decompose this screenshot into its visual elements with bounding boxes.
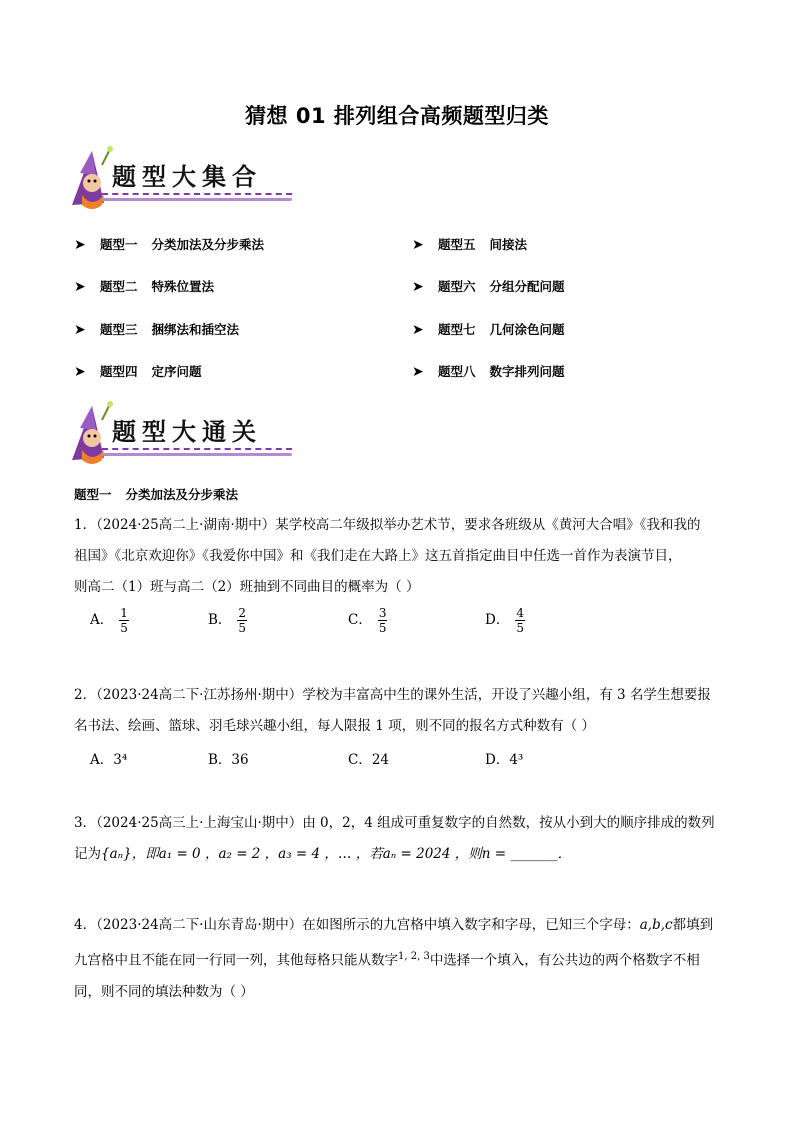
section-heading — [74, 485, 238, 503]
section-banner-collection — [62, 143, 302, 213]
question-text-line — [74, 941, 724, 977]
toc-item-number: 题型六 — [438, 279, 476, 294]
wizard-mascot-icon — [62, 143, 114, 213]
banner-underline — [102, 198, 292, 201]
section-number: 题型一 — [74, 487, 112, 502]
question-text-line: 2．（2023·24高二下·江苏扬州·期中）学校为丰富高中生的课外生活，开设了兴趣小组，有 3 名学生想要报 — [74, 687, 711, 703]
option-value: 36 — [231, 752, 249, 768]
question-3 — [74, 808, 724, 870]
option-label: D． — [485, 752, 510, 768]
option-b[interactable] — [208, 748, 249, 768]
math-digits: 1, 2, 3 — [398, 951, 430, 962]
option-label: B． — [208, 752, 232, 768]
toc-item-label: 定序问题 — [151, 364, 202, 379]
option-a[interactable] — [90, 606, 129, 635]
toc-item-number: 题型八 — [438, 364, 476, 379]
question-text-line: 名书法、绘画、篮球、羽毛球兴趣小组，每人限报 1 项，则不同的报名方式种数有（ ） — [74, 718, 595, 734]
text-segment: 九宫格中且不能在同一行同一列，其他每格只能从数字 — [74, 952, 398, 969]
toc-item-label: 特殊位置法 — [151, 279, 215, 294]
option-a[interactable] — [90, 748, 127, 768]
option-c[interactable] — [348, 606, 387, 635]
question-text-line: 3．（2024·25高三上·上海宝山·期中）由 0，2，4 组成可重复数字的自然数，按从小到大的顺序排成的数列 — [74, 815, 715, 831]
banner-title: 题型大集合 — [112, 162, 262, 191]
fraction — [119, 606, 129, 635]
fraction — [515, 606, 525, 635]
toc-item-label: 分组分配问题 — [489, 279, 565, 294]
option-value: 24 — [371, 752, 390, 768]
toc-item-4[interactable] — [74, 362, 202, 380]
question-text-line: 同，则不同的填法种数为（ ） — [74, 983, 254, 1000]
text-segment: 4．（2023·24高二下·山东青岛·期中）在如图所示的九宫格中填入数字和字母，已知三个字母： — [74, 917, 640, 933]
toc-item-number: 题型四 — [100, 364, 138, 379]
denominator: 5 — [378, 621, 387, 635]
banner-divider — [102, 193, 292, 195]
section-banner-practice — [62, 398, 302, 468]
toc-item-1[interactable] — [74, 235, 264, 253]
banner-underline — [102, 453, 292, 456]
numerator: 3 — [378, 606, 387, 620]
question-1 — [74, 510, 724, 603]
denominator: 5 — [516, 621, 524, 635]
banner-divider — [102, 448, 292, 450]
toc-item-5[interactable] — [412, 235, 527, 253]
option-c[interactable] — [348, 748, 389, 768]
arrow-bullet-icon: ➤ — [412, 322, 424, 338]
question-text-line: 祖国》《北京欢迎你》《我爱你中国》和《我们走在大路上》这五首指定曲目中任选一首作为表演节目， — [74, 548, 682, 564]
toc-item-number: 题型五 — [438, 237, 476, 252]
question-text-line — [74, 839, 724, 870]
denominator: 5 — [238, 621, 247, 635]
arrow-bullet-icon: ➤ — [74, 237, 86, 253]
toc-item-2[interactable] — [74, 277, 214, 295]
option-label: C． — [348, 752, 372, 768]
denominator: 5 — [120, 621, 128, 635]
question-text-line: 1．（2024·25高二上·湖南·期中）某学校高二年级拟举办艺术节，要求各班级从《黄河大合唱》《我和我的 — [74, 517, 701, 533]
arrow-bullet-icon: ➤ — [412, 237, 424, 253]
wizard-mascot-icon — [62, 398, 114, 468]
option-label: A． — [90, 752, 114, 768]
text-segment: 记为 — [74, 846, 101, 862]
question-text-line — [74, 910, 724, 941]
toc-item-number: 题型七 — [438, 322, 476, 337]
text-segment: 都填到 — [672, 917, 714, 933]
option-value: 4³ — [509, 752, 524, 768]
toc-item-number: 题型三 — [100, 322, 138, 337]
option-label: D． — [485, 612, 510, 628]
page-title: 猜想 01 排列组合高频题型归类 — [245, 104, 549, 128]
option-value: 3⁴ — [113, 752, 128, 768]
question-text-line: 则高二（1）班与高二（2）班抽到不同曲目的概率为（ ） — [74, 579, 420, 595]
option-label: C． — [348, 612, 372, 628]
option-b[interactable] — [208, 606, 247, 635]
toc-item-number: 题型一 — [100, 237, 138, 252]
arrow-bullet-icon: ➤ — [74, 322, 86, 338]
toc-item-label: 几何涂色问题 — [489, 322, 565, 337]
option-d[interactable] — [485, 748, 523, 768]
toc-item-6[interactable] — [412, 277, 565, 295]
fraction — [378, 606, 388, 635]
toc-item-7[interactable] — [412, 320, 565, 338]
math-letters: a,b,c — [639, 917, 673, 933]
option-label: A． — [90, 612, 114, 628]
question-4 — [74, 910, 724, 1008]
numerator: 4 — [516, 606, 524, 620]
sequence-symbol: {aₙ} — [101, 846, 132, 862]
toc-item-label: 捆绑法和插空法 — [151, 322, 240, 337]
text-segment: ，即a₁ = 0 ，a₂ = 2 ，a₃ = 4 ，… ，若aₙ = 2024 ，则n = _______． — [131, 846, 572, 862]
text-segment: 中选择一个填入，有公共边的两个格数字不相 — [429, 952, 700, 969]
toc-item-label: 间接法 — [489, 237, 528, 252]
arrow-bullet-icon: ➤ — [412, 279, 424, 295]
arrow-bullet-icon: ➤ — [74, 279, 86, 295]
toc-item-3[interactable] — [74, 320, 239, 338]
toc-item-label: 数字排列问题 — [489, 364, 565, 379]
toc-item-8[interactable] — [412, 362, 565, 380]
option-d[interactable] — [485, 606, 525, 635]
toc-item-number: 题型二 — [100, 279, 138, 294]
option-label: B． — [208, 612, 232, 628]
arrow-bullet-icon: ➤ — [74, 364, 86, 380]
banner-title: 题型大通关 — [112, 417, 262, 446]
section-name: 分类加法及分步乘法 — [125, 487, 239, 502]
numerator: 1 — [120, 606, 128, 620]
question-2 — [74, 680, 724, 742]
arrow-bullet-icon: ➤ — [412, 364, 424, 380]
numerator: 2 — [238, 606, 247, 620]
fraction — [237, 606, 247, 635]
toc-item-label: 分类加法及分步乘法 — [151, 237, 265, 252]
